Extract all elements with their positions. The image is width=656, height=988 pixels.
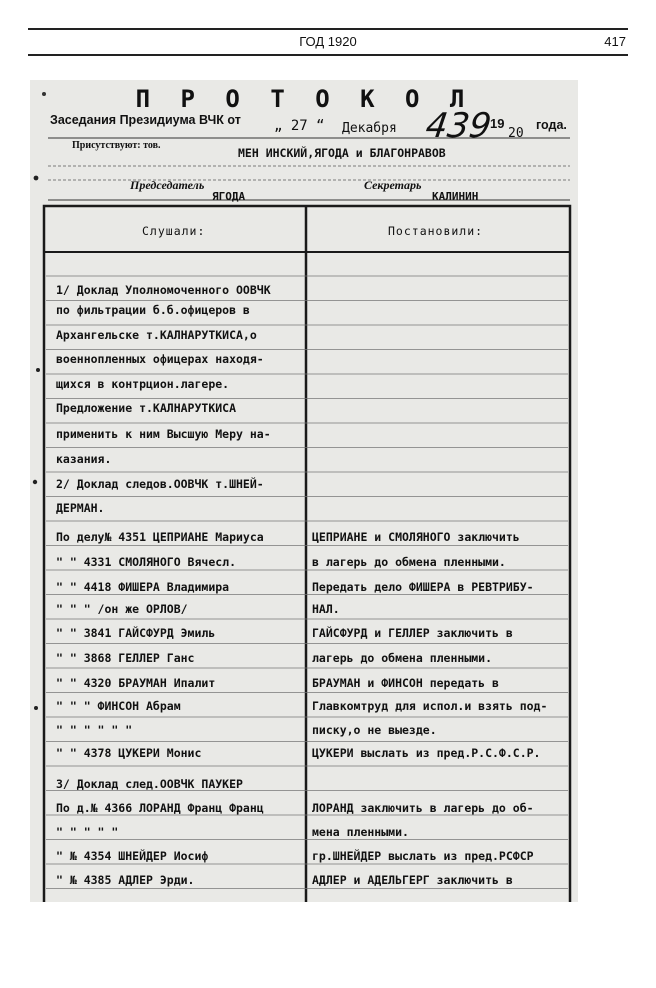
decided-line: гр.ШНЕЙДЕР выслать из пред.РСФСР xyxy=(312,849,534,863)
heard-line: " " 4378 ЦУКЕРИ Монис xyxy=(56,746,202,760)
heard-line: по фильтрации б.б.офицеров в xyxy=(56,303,250,317)
heard-line: щихся в контрцион.лагере. xyxy=(56,377,230,391)
decided-line: АДЛЕР и АДЕЛЬГЕРГ заключить в xyxy=(312,873,513,887)
heard-line: " " " " " " xyxy=(56,723,133,737)
book-page-header xyxy=(28,22,628,58)
heard-line: военнопленных офицерах находя- xyxy=(56,352,264,366)
heard-line: 2/ Доклад следов.ООВЧК т.ШНЕЙ- xyxy=(56,477,264,491)
decided-line: НАЛ. xyxy=(312,602,340,616)
heard-line: " " 3868 ГЕЛЛЕР Ганс xyxy=(56,651,195,665)
heard-line: По делу№ 4351 ЦЕПРИАНЕ Мариуса xyxy=(56,530,264,544)
decided-line: Передать дело ФИШЕРА в РЕВТРИБУ- xyxy=(312,580,534,594)
heard-line: " № 4385 АДЛЕР Эрди. xyxy=(56,873,195,887)
secretary-label: Секретарь xyxy=(364,178,422,192)
meeting-month: Декабря xyxy=(342,121,397,136)
heard-line: применить к ним Высшую Меру на- xyxy=(56,427,271,441)
year-prefix: 19 xyxy=(490,116,505,131)
header-bottom-rule xyxy=(28,54,628,56)
meeting-label: Заседания Президиума ВЧК от xyxy=(50,113,241,127)
present-names: МЕН ИНСКИЙ,ЯГОДА и БЛАГОНРАВОВ xyxy=(238,146,446,160)
column-heard-header: Слушали: xyxy=(142,224,206,238)
decided-line: ГАЙСФУРД и ГЕЛЛЕР заключить в xyxy=(312,626,513,640)
heard-line: ДЕРМАН. xyxy=(56,501,105,515)
heard-line: Предложение т.КАЛНАРУТКИСА xyxy=(56,401,237,415)
heard-line: " " " ФИНСОН Абрам xyxy=(56,699,181,713)
handwritten-protocol-number: 439 xyxy=(423,106,494,146)
present-label: Присутствуют: тов. xyxy=(72,140,161,151)
year-word: года. xyxy=(536,118,567,132)
decided-line: ЦЕПРИАНЕ и СМОЛЯНОГО заключить xyxy=(312,530,520,544)
decided-line: мена пленными. xyxy=(312,825,409,839)
chairman-name: ЯГОДА xyxy=(212,190,246,203)
heard-line: " " 4331 СМОЛЯНОГО Вячесл. xyxy=(56,555,237,569)
heard-line: 1/ Доклад Уполномоченного ООВЧК xyxy=(56,283,271,297)
decided-line: в лагерь до обмена пленными. xyxy=(312,555,506,569)
heard-line: Архангельске т.КАЛНАРУТКИСА,о xyxy=(56,328,257,342)
protocol-title: П Р О Т О К О Л xyxy=(135,85,473,113)
decided-line: писку,о не выезде. xyxy=(312,723,437,737)
secretary-name: КАЛИНИН xyxy=(432,190,479,203)
heard-line: " " 4418 ФИШЕРА Владимира xyxy=(56,580,230,594)
header-top-rule xyxy=(28,28,628,30)
page-number: 417 xyxy=(604,34,626,49)
heard-line: 3/ Доклад след.ООВЧК ПАУКЕР xyxy=(56,777,243,791)
heard-line: " № 4354 ШНЕЙДЕР Иосиф xyxy=(56,849,209,863)
decided-line: БРАУМАН и ФИНСОН передать в xyxy=(312,676,499,690)
heard-line: казания. xyxy=(56,452,112,466)
heard-line: По д.№ 4366 ЛОРАНД Франц Франц xyxy=(56,801,264,815)
running-head-year: ГОД 1920 xyxy=(299,34,357,49)
decided-line: Главкомтруд для испол.и взять под- xyxy=(312,699,548,713)
protocol-document-scan xyxy=(30,80,578,902)
heard-line: " " " /он же ОРЛОВ/ xyxy=(56,602,188,616)
heard-line: " " " " " xyxy=(56,825,119,839)
chairman-label: Председатель xyxy=(130,178,205,192)
meeting-day: „ 27 “ xyxy=(274,118,325,134)
heard-line: " " 3841 ГАЙСФУРД Эмиль xyxy=(56,626,216,640)
decided-line: лагерь до обмена пленными. xyxy=(312,651,493,665)
decided-line: ЦУКЕРИ выслать из пред.Р.С.Ф.С.Р. xyxy=(312,746,541,760)
heard-line: " " 4320 БРАУМАН Ипалит xyxy=(56,676,216,690)
decided-line: ЛОРАНД заключить в лагерь до об- xyxy=(312,801,534,815)
column-decided-header: Постановили: xyxy=(388,224,484,238)
year-suffix: 20 xyxy=(508,126,524,141)
